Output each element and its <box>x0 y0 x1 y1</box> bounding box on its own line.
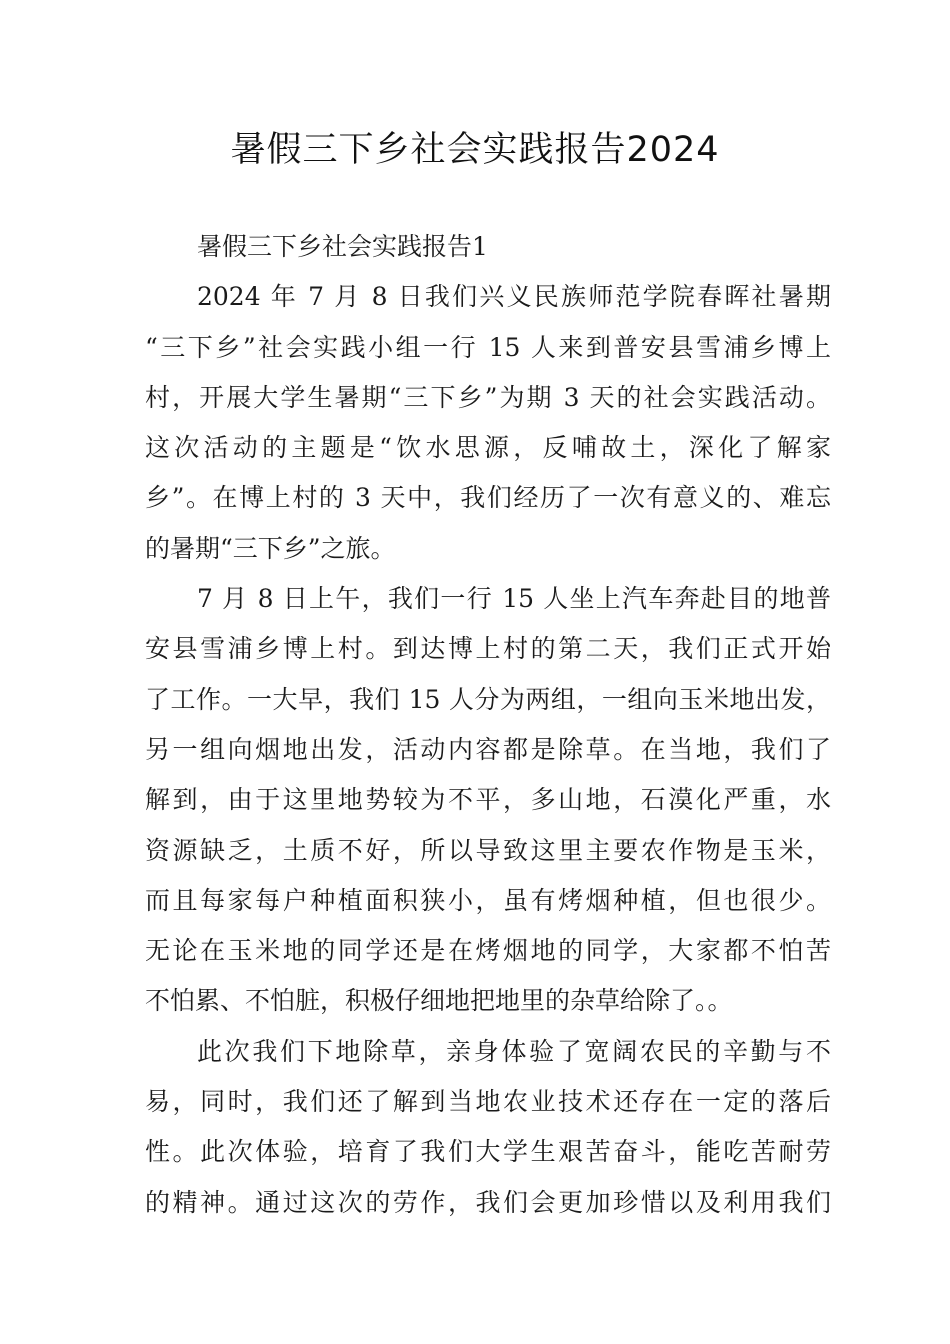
text-line: 2024 年 7 月 8 日我们兴义民族师范学院春晖社暑期 <box>197 282 831 312</box>
text-line: 性。此次体验，培育了我们大学生艰苦奋斗，能吃苦耐劳 <box>145 1137 831 1167</box>
document-body <box>145 222 831 1228</box>
text-line: 乡”。在博上村的 3 天中，我们经历了一次有意义的、难忘 <box>145 483 831 513</box>
text-line: “三下乡”社会实践小组一行 15 人来到普安县雪浦乡博上 <box>145 332 831 362</box>
text-line: 无论在玉米地的同学还是在烤烟地的同学，大家都不怕苦 <box>145 936 831 966</box>
section-heading: 暑假三下乡社会实践报告1 <box>197 232 488 261</box>
text-line: 不怕累、不怕脏，积极仔细地把地里的杂草给除了。。 <box>145 986 733 1016</box>
text-line: 这次活动的主题是“饮水思源，反哺故土，深化了解家 <box>145 433 831 463</box>
text-line: 解到，由于这里地势较为不平，多山地，石漠化严重，水 <box>145 785 831 815</box>
text-line: 而且每家每户种植面积狭小，虽有烤烟种植，但也很少。 <box>145 885 831 915</box>
text-line: 的暑期“三下乡”之旅。 <box>145 533 396 563</box>
text-line: 此次我们下地除草，亲身体验了宽阔农民的辛勤与不 <box>197 1036 831 1066</box>
paragraph-2 <box>145 574 831 1027</box>
text-line: 7 月 8 日上午，我们一行 15 人坐上汽车奔赴目的地普 <box>197 584 831 614</box>
paragraph-1 <box>145 272 831 574</box>
text-line: 了工作。一大早，我们 15 人分为两组，一组向玉米地出发， <box>145 684 831 714</box>
text-line: 易，同时，我们还了解到当地农业技术还存在一定的落后 <box>145 1087 831 1117</box>
text-line: 的精神。通过这次的劳作，我们会更加珍惜以及利用我们 <box>145 1187 831 1217</box>
document-title: 暑假三下乡社会实践报告2024 <box>230 130 720 170</box>
text-line: 资源缺乏，土质不好，所以导致这里主要农作物是玉米， <box>145 835 831 865</box>
paragraph-3 <box>145 1027 831 1228</box>
text-line: 安县雪浦乡博上村。到达博上村的第二天，我们正式开始 <box>145 634 831 664</box>
text-line: 村，开展大学生暑期“三下乡”为期 3 天的社会实践活动。 <box>145 382 831 412</box>
text-line: 另一组向烟地出发，活动内容都是除草。在当地，我们了 <box>145 734 831 764</box>
